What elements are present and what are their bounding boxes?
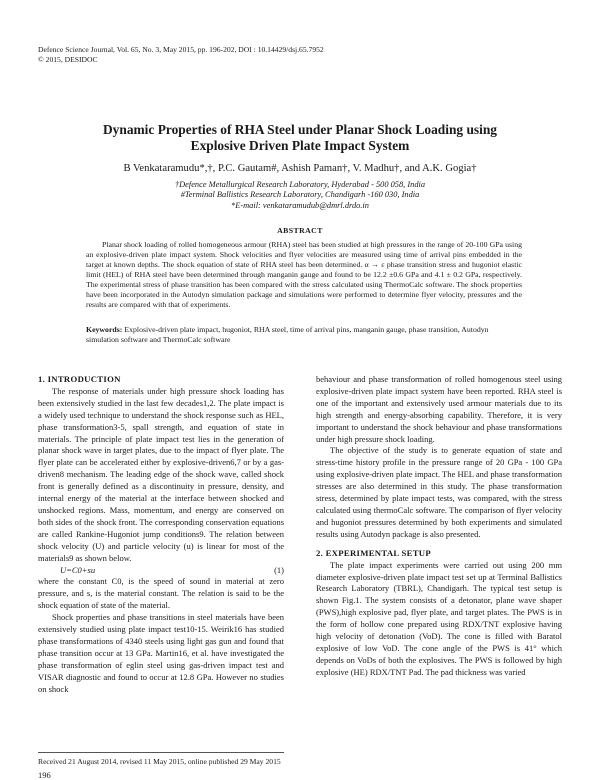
keywords-text: Explosive-driven plate impact, hugoniot, RHA steel, time of arrival pins, manganin gauge, phase transition, Autodyn simulation software and ThermoCalc software <box>86 325 489 344</box>
equation-expression: U=C0+su <box>60 564 96 575</box>
author-list: B Venkataramudu*,†, P.C. Gautam#, Ashish Paman†, V. Madhu†, and A.K. Gogia† <box>123 163 477 174</box>
intro-paragraph-1: The response of materials under high pressure shock loading has been extensively studied in the last few decades1,2. The plate impact is a widely used technique to understand the shock response such as HEL, phase transformation3-5, spall strength, and equation of state in materials. The principle of plate impact test lies in the generation of planar shock wave in target plates, due to the impact of flyer plate. The flyer plate can be accelerated either by explosive-driven6,7 or by a gas-driven8 mechanism. The leading edge of the shock wave, called shock front is generally defined as a discontinuity in pressure, density, and internal energy of the material at the interface between shocked and unshocked regions. Mass, momentum, and energy are conserved on both sides of the shock front. The corresponding conservation equations are called Rankine-Hugoniot jump conditions9. The relation between shock velocity (U) and particle velocity (u) is linear for most of the materials9 as shown below. <box>38 385 284 563</box>
keywords <box>86 325 522 345</box>
intro-paragraph-3: Shock properties and phase transitions in steel materials have been extensively studied using plate impact test10-15. Weirik16 has studied phase transformations of 4340 steels using light gas gun and found that phase transition occur at 13 GPa. Martin16, et al. have investigated the phase transformation of eglin steel using gas-driven impact test and VISAR diagnostic and found to occur at 12.8 GPa. However no studies on shock <box>38 612 284 694</box>
intro-paragraph-4: behaviour and phase transformation of rolled homogenous steel using explosive-driven plate impact system have been reported. RHA steel is one of the important and extensively used armour materials due to its high strength and energy-absorbing capability. Therefore, it is very important to understand the shock behaviour and phase transformations under high pressure shock loading. <box>316 374 562 444</box>
equation-1 <box>38 565 284 577</box>
page-number: 196 <box>38 770 51 780</box>
keywords-label: Keywords: <box>86 325 123 334</box>
right-column <box>316 374 562 679</box>
section-heading-experimental-setup: 2. EXPERIMENTAL SETUP <box>316 547 431 558</box>
corresponding-email: *E-mail: venkataramudub@dmrl.drdo.in <box>231 200 369 210</box>
abstract-heading: ABSTRACT <box>277 226 323 235</box>
setup-paragraph-1: The plate impact experiments were carried out using 200 mm diameter explosive-driven plate impact test set up at Terminal Ballistics Research Laboratory (TBRL), Chandigarh. The typical test setup is shown Fig.1. The system consists of a detonator, plane wave shaper (PWS),high explosive pad, flyer plate, and target plates. The PWS is in the form of hollow cone prepared using RDX/TNT explosive having high velocity of detonation (VoD). The cone is filled with Baratol explosive of low VoD. The cone angle of the PWS is 41° which depends on VoDs of both the explosives. The PWS is followed by high explosive (HE) RDX/TNT Pad. The pad thickness was varied <box>316 559 562 677</box>
affiliations <box>40 180 560 211</box>
journal-citation: Defence Science Journal, Vol. 65, No. 3, May 2015, pp. 196-202, DOI : 10.14429/dsj.65.7952 <box>38 45 324 54</box>
title-line-2: Explosive Driven Plate Impact System <box>190 138 410 153</box>
intro-paragraph-2: where the constant C0, is the speed of sound in material at zero pressure, and s, is the material constant. The relation is said to be the shock equation of state of the material. <box>38 576 284 611</box>
intro-paragraph-5: The objective of the study is to generate equation of state and stress-time history profile in the pressure range of 20 GPa - 100 GPa using explosive-driven plate impact. The HEL and phase transformation stresses are also determined in this study. The phase transformation stress, determined by plate impact tests, was compared, with the stress calculated using thermoCalc software. The comparison of flyer velocity and hugoniot pressures determined by both experiments and simulated results using Autodyn package is also presented. <box>316 445 562 539</box>
section-heading-introduction: 1. INTRODUCTION <box>38 374 121 384</box>
affiliation-dmrl: †Defence Metallurgical Research Laboratory, Hyderabad - 500 058, India <box>174 180 426 189</box>
abstract-text: Planar shock loading of rolled homogeneous armour (RHA) steel has been studied at high pressures in the range of 20-100 GPa using an explosive-driven plate impact system. Shock velocities and flyer velocities are measured using time of arrival pins embedded in the target at known depths. The shock equation of state of RHA steel has been determined. α → ε phase transition stress and hugoniot elastic limit (HEL) of RHA steel have been determined through manganin gauge and found to be 12.2 ±0.6 GPa and 4.1 ± 0.2 GPa, respectively. The experimental stress of phase transition has been compared with the stress calculated using ThermoCalc software. The shock properties have been incorporated in the Autodyn simulation package and simulations were performed to determine flyer velocity, pressures and the results are compared with that of experiments. <box>86 240 522 309</box>
title-line-1: Dynamic Properties of RHA Steel under Planar Shock Loading using <box>103 122 497 137</box>
copyright-line: © 2015, DESIDOC <box>38 55 98 64</box>
left-column <box>38 374 284 695</box>
journal-header <box>38 45 324 65</box>
footer-rule <box>38 752 284 753</box>
paper-title <box>40 122 560 154</box>
received-dates: Received 21 August 2014, revised 11 May 2015, online published 29 May 2015 <box>38 757 281 766</box>
equation-number: (1) <box>274 564 284 575</box>
affiliation-tbrl: #Terminal Ballistics Research Laboratory, Chandigarh -160 030, India <box>180 190 420 200</box>
